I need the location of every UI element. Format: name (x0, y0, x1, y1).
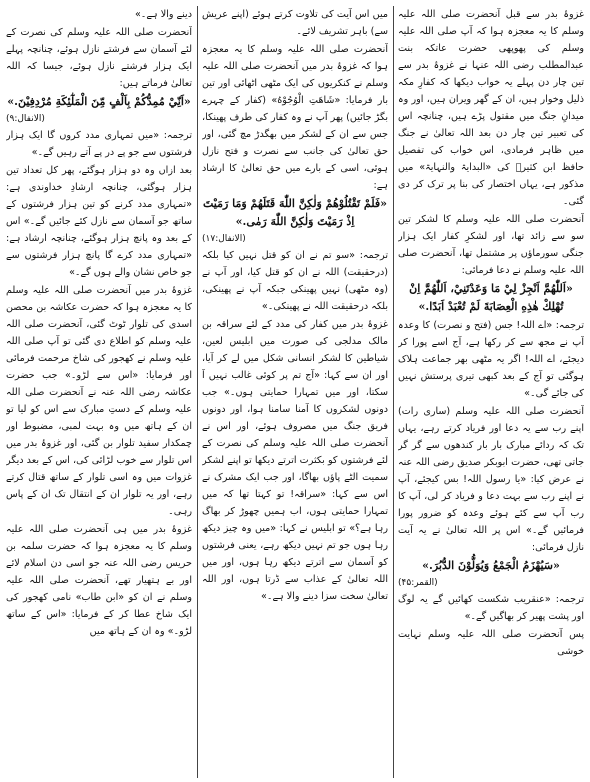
arabic-verse: «اَللّٰهُمَّ اَنْجِزْ لِيْ مَا وَعَدْتَنِيْ، اَللّٰهُمَّ اِنْ تُهْلِكْ هٰذِهِ الْعِصَابَةَ لَمْ تُعْبَدْ اَبَدًا.» (409, 282, 573, 313)
paragraph: آنحضرت صلی اللہ علیہ وسلم (ساری رات) اپنے رب سے یہ دعا اور فریاد کرتے رہے، یہاں تک کہ ردائے مبارک بار بار کندھوں سے گر گر جاتی تھی، حضرت ابوبکر صدیق رضی اللہ عنہ نے عرض کیا: «یا رسول اللہ! بس کیجئے، آپ نے اپنے رب سے بہت دعا و فریاد کر لی، آپ کا رب آپ سے کئے ہوئے وعدہ کو ضرور پورا فرمائیں گے۔» اس پر اللہ تعالیٰ نے یہ آیت نازل فرمائی: (398, 406, 584, 553)
text-columns (6, 6, 584, 778)
arabic-verse: «فَلَمْ تَقْتُلُوْهُمْ وَلٰكِنَّ اللّٰهَ قَتَلَهُمْ وَمَا رَمَيْتَ اِذْ رَمَيْتَ وَلٰكِنَّ اللّٰهَ رَمٰى.» (202, 197, 387, 228)
paragraph: غزوۂ بدر میں ہی آنحضرت صلی اللہ علیہ وسلم کا یہ معجزہ ہوا کہ حضرت سلمہ بن حریس رضی اللہ عنہ جو اسی دن اسلام لائے اور بے ہتھیار تھے، آنحضرت صلی اللہ علیہ وسلم نے ان کو «ابن طاب» نامی کھجور کی ایک شاخ عطا کر کے فرمایا: «اس کے ساتھ لڑو۔» وہ ان کے ہاتھ میں (6, 524, 192, 637)
paragraph: غزوۂ بدر سے قبل آنحضرت صلی اللہ علیہ وسلم کا یہ معجزہ ہوا کہ آپ صلی اللہ علیہ وسلم کی پھوپھی حضرت عاتکہ بنت عبدالمطلب رضی اللہ عنہا نے غزوۂ بدر سے تین چار دن پہلے یہ خواب دیکھا کہ کفارِ مکہ ذلیل وخوار ہیں، ان کے گھر ویران ہیں، اور وہ میدانِ جنگ میں مقتول پڑے ہیں، چنانچہ اس کی تعبیر تین چار دن بعد اللہ تعالیٰ نے جنگ میں ظاہر فرمادی، اس خواب کی تفصیل حافظ ابن کثیرؒ کی «البدایۃ والنہایۃ» میں مذکور ہے، یہاں اختصار کی بنا پر ترک کر دی گئی۔ (398, 9, 584, 207)
verse-reference: (الانفال:۱۷) (202, 234, 246, 244)
paragraph: بعد ازاں وہ دو ہزار ہوگئے، پھر کل تعداد تین ہزار ہوگئی، چنانچہ ارشادِ خداوندی ہے: «تمہاری مدد کرنے کو تین ہزار فرشتوں کے ساتھ جو آسمان سے نازل کئے جائیں گے۔» اس کے بعد وہ پانچ ہزار ہوگئے، چنانچہ ارشاد ہے: «تمہاری مدد کرے گا پانچ ہزار فرشتوں سے جو خاص نشان والے ہوں گے۔» (6, 165, 192, 278)
verse-reference: (الانفال:۹) (6, 114, 45, 124)
column-divider (197, 6, 198, 778)
column-middle (202, 6, 388, 778)
arabic-verse: «سَيُهْزَمُ الْجَمْعُ وَيُوَلُّوْنَ الدُّبُرَ.» (422, 559, 560, 572)
paragraph: غزوۂ بدر میں کفار کی مدد کے لئے سراقہ بن مالک مدلجی کی صورت میں ابلیس لعین، شیاطین کا لشکر انسانی شکل میں لے کر آیا، اور ان سے کہا: «آج تم پر کوئی غالب نہیں آ سکتا، اور میں تمہارا حمایتی ہوں۔» جب دونوں لشکروں کا آمنا سامنا ہوا، اور دونوں فریق جنگ میں مصروف ہوئے، اور اس نے آنحضرت صلی اللہ علیہ وسلم کی نصرت کے لئے فرشتوں کو بکثرت اترتے دیکھا تو اپنے لشکر سمیت الٹے پاؤں بھاگا، اور جب ایک مشرک نے اس سے کہا: «سراقہ! تو کہتا تھا کہ میں تمہارا حمایتی ہوں، اب ہمیں چھوڑ کر بھاگ رہا ہے؟» تو ابلیس نے کہا: «میں وہ چیز دیکھ رہا ہوں جو تم نہیں دیکھ رہے، یعنی فرشتوں کو آسمان سے اترتے دیکھ رہا ہوں، اور میں اللہ تعالیٰ کے عذاب سے ڈرتا ہوں، اور اللہ تعالیٰ سخت سزا دینے والا ہے۔» (202, 319, 388, 602)
paragraph: ترجمہ: «اے اللہ! جس (فتح و نصرت) کا وعدہ آپ نے مجھ سے کر رکھا ہے، آج اسے پورا کر دیجئے، اے اللہ! اگر یہ مٹھی بھر جماعت ہلاک ہوگئی تو آج کے بعد کبھی تیری پرستش نہیں کی جائے گی۔» (398, 320, 584, 399)
paragraph: ترجمہ: «عنقریب شکست کھائیں گے یہ لوگ اور پشت پھیر کر بھاگیں گے۔» (398, 594, 584, 622)
column-left (6, 6, 192, 778)
arabic-verse: «اَنِّيْ مُمِدُّكُمْ بِاَلْفٍ مِّنَ الْمَلٰٓئِكَةِ مُرْدِفِيْنَ.» (7, 95, 191, 108)
paragraph: آنحضرت صلی اللہ علیہ وسلم کی نصرت کے لئے آسمان سے فرشتے نازل ہوئے، چنانچہ پہلے ایک ہزار فرشتے نازل ہوئے، جیسا کہ اللہ تعالیٰ فرماتے ہیں: (6, 27, 192, 89)
paragraph: میں اس آیت کی تلاوت کرتے ہوئے (اپنے عریش سے) باہر تشریف لائے۔ (202, 9, 388, 37)
paragraph: دینے والا ہے۔» (134, 9, 192, 20)
column-right (398, 6, 584, 778)
paragraph: غزوۂ بدر میں آنحضرت صلی اللہ علیہ وسلم کا یہ معجزہ ہوا کہ حضرت عکاشہ بن محصن اسدی کی تلوار ٹوٹ گئی، آنحضرت صلی اللہ علیہ وسلم کو اطلاع دی گئی تو آپ صلی اللہ علیہ وسلم نے کھجور کی شاخ مرحمت فرمائی اور فرمایا: «اس سے لڑو۔» جب حضرت عکاشہ رضی اللہ عنہ نے آنحضرت صلی اللہ علیہ وسلم کے دستِ مبارک سے اس کو لیا تو ان کے ہاتھ میں وہ بہت لمبی، مضبوط اور چمکدار سفید تلوار بن گئی، اور غزوۂ بدر میں اس تلوار سے خوب لڑائی کی، اس کے بعد دیگر غزوات میں وہ اسی تلوار کے ساتھ قتال کرتے رہے، اور یہ تلوار ان کے انتقال تک ان کے پاس رہی۔ (6, 285, 192, 517)
paragraph: پس آنحضرت صلی اللہ علیہ وسلم نہایت خوشی (398, 629, 584, 657)
paragraph: ترجمہ: «میں تمہاری مدد کروں گا ایک ہزار فرشتوں سے جو پے در پے آتے رہیں گے۔» (6, 130, 192, 158)
paragraph: آنحضرت صلی اللہ علیہ وسلم کا یہ معجزہ ہوا کہ غزوۂ بدر میں آنحضرت صلی اللہ علیہ وسلم نے کنکریوں کی ایک مٹھی اٹھائی اور تین بار فرمایا: «شَاهَتِ الْوُجُوْهُ» (کفار کے چہرے بگڑ جائیں) پھر آپ نے وہ کفار کی طرف پھینکا، جس سے ان کے لشکر میں بھگدڑ مچ گئی، اور حق تعالیٰ کی جانب سے نصرت و فتح نازل ہوئی، اسی کے بارے میں حق تعالیٰ کا ارشاد ہے: (202, 44, 388, 191)
column-divider (393, 6, 394, 778)
verse-reference: (القمر:۴۵) (398, 578, 438, 588)
paragraph: آنحضرت صلی اللہ علیہ وسلم کا لشکر تین سو سے زائد تھا، اور لشکرِ کفار ایک ہزار جنگی سورماؤں پر مشتمل تھا، آنحضرت صلی اللہ علیہ وسلم نے دعا فرمائی: (398, 214, 584, 276)
paragraph: ترجمہ: «سو تم نے ان کو قتل نہیں کیا بلکہ (درحقیقت) اللہ نے ان کو قتل کیا، اور آپ نے (وہ مٹھی) نہیں پھینکی جبکہ آپ نے پھینکی، بلکہ درحقیقت اللہ نے پھینکی۔» (202, 250, 388, 312)
